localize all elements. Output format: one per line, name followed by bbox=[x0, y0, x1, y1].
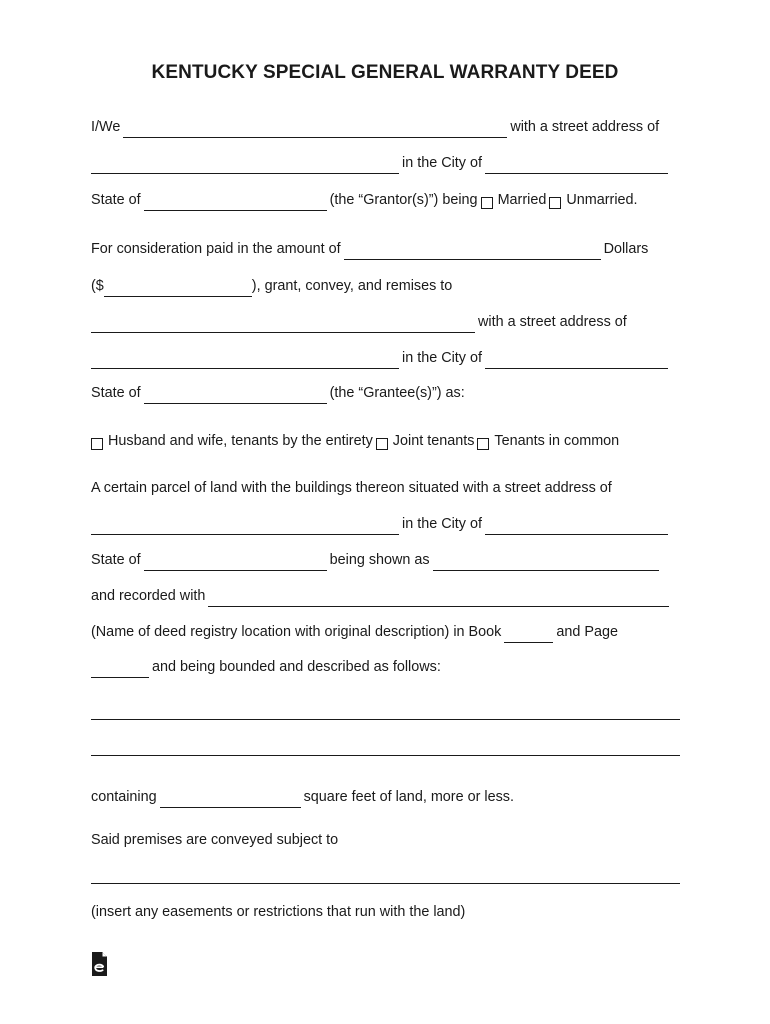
dollars-label: Dollars bbox=[603, 241, 649, 257]
grantor-name-line bbox=[91, 116, 681, 138]
joint-tenants-checkbox[interactable] bbox=[376, 438, 388, 450]
registry-label: (Name of deed registry location with original description) in Book bbox=[91, 624, 502, 640]
grant-text: ), grant, convey, and remises to bbox=[251, 278, 453, 294]
description-field-1[interactable] bbox=[91, 719, 680, 720]
recorded-with-field[interactable] bbox=[208, 590, 669, 607]
easements-line bbox=[91, 901, 681, 923]
joint-tenants-label: Joint tenants bbox=[392, 433, 475, 449]
consideration-amount-field[interactable] bbox=[104, 280, 252, 297]
parcel-street-address-field[interactable] bbox=[91, 518, 399, 535]
grantee-name-line bbox=[91, 311, 681, 333]
recorded-with-label: and recorded with bbox=[91, 588, 206, 604]
easements-label: (insert any easements or restrictions that run with the land) bbox=[91, 904, 466, 920]
shown-as-label: being shown as bbox=[329, 552, 430, 568]
dollar-open-paren: ($ bbox=[91, 278, 104, 294]
parcel-city-field[interactable] bbox=[485, 518, 668, 535]
subject-to-line bbox=[91, 829, 681, 851]
tenants-in-common-label: Tenants in common bbox=[494, 433, 620, 449]
bounded-line bbox=[91, 656, 681, 678]
grantee-address-line bbox=[91, 347, 681, 369]
married-label: Married bbox=[497, 192, 547, 208]
grantee-state-label: State of bbox=[91, 385, 141, 401]
square-feet-field[interactable] bbox=[160, 791, 301, 808]
grantor-street-address-field[interactable] bbox=[91, 157, 399, 174]
containing-line bbox=[91, 786, 681, 808]
document-title: KENTUCKY SPECIAL GENERAL WARRANTY DEED bbox=[151, 62, 619, 83]
tenants-in-common-checkbox[interactable] bbox=[477, 438, 489, 450]
husband-wife-checkbox[interactable] bbox=[91, 438, 103, 450]
grantor-state-label: State of bbox=[91, 192, 141, 208]
book-page-line bbox=[91, 621, 681, 643]
shown-as-field[interactable] bbox=[433, 554, 659, 571]
description-field-2[interactable] bbox=[91, 755, 680, 756]
bounded-label: and being bounded and described as follows: bbox=[152, 659, 441, 675]
consideration-number-line bbox=[91, 275, 681, 297]
square-feet-label: square feet of land, more or less. bbox=[303, 789, 514, 805]
grantee-state-field[interactable] bbox=[144, 387, 327, 404]
grantor-street-address-label: with a street address of bbox=[510, 119, 660, 135]
married-checkbox[interactable] bbox=[481, 197, 493, 209]
unmarried-checkbox[interactable] bbox=[549, 197, 561, 209]
grantee-city-label: in the City of bbox=[402, 350, 482, 366]
page-field[interactable] bbox=[91, 661, 149, 678]
grantor-name-field[interactable] bbox=[123, 121, 507, 138]
subject-to-label: Said premises are conveyed subject to bbox=[91, 832, 339, 848]
consideration-line bbox=[91, 238, 681, 260]
parcel-state-field[interactable] bbox=[144, 554, 327, 571]
grantee-state-line bbox=[91, 382, 681, 404]
book-field[interactable] bbox=[504, 626, 553, 643]
consideration-amount-label: For consideration paid in the amount of bbox=[91, 241, 341, 257]
grantee-street-address-field[interactable] bbox=[91, 352, 399, 369]
grantee-city-field[interactable] bbox=[485, 352, 668, 369]
grantor-city-field[interactable] bbox=[485, 157, 668, 174]
grantor-address-line bbox=[91, 152, 681, 174]
eforms-logo-icon bbox=[91, 952, 107, 976]
parcel-city-label: in the City of bbox=[402, 516, 482, 532]
i-we-label: I/We bbox=[91, 119, 121, 135]
parcel-address-line bbox=[91, 513, 681, 535]
grantee-street-address-label: with a street address of bbox=[478, 314, 627, 330]
easements-field[interactable] bbox=[91, 883, 680, 884]
consideration-words-field[interactable] bbox=[344, 243, 601, 260]
unmarried-label: Unmarried. bbox=[566, 192, 638, 208]
parcel-intro-line bbox=[91, 477, 681, 499]
grantor-state-line bbox=[91, 189, 681, 211]
parcel-state-line bbox=[91, 549, 681, 571]
page-label: and Page bbox=[556, 624, 618, 640]
husband-wife-label: Husband and wife, tenants by the entirety bbox=[108, 433, 373, 449]
grantee-name-field[interactable] bbox=[91, 316, 475, 333]
parcel-intro-label: A certain parcel of land with the buildings thereon situated with a street address of bbox=[91, 480, 612, 496]
tenancy-line bbox=[91, 430, 681, 452]
recorded-with-line bbox=[91, 585, 681, 607]
grantor-label: (the “Grantor(s)”) being bbox=[329, 192, 478, 208]
grantor-city-label: in the City of bbox=[402, 155, 482, 171]
containing-label: containing bbox=[91, 789, 157, 805]
grantee-label: (the “Grantee(s)”) as: bbox=[329, 385, 465, 401]
grantor-state-field[interactable] bbox=[144, 194, 327, 211]
parcel-state-label: State of bbox=[91, 552, 141, 568]
